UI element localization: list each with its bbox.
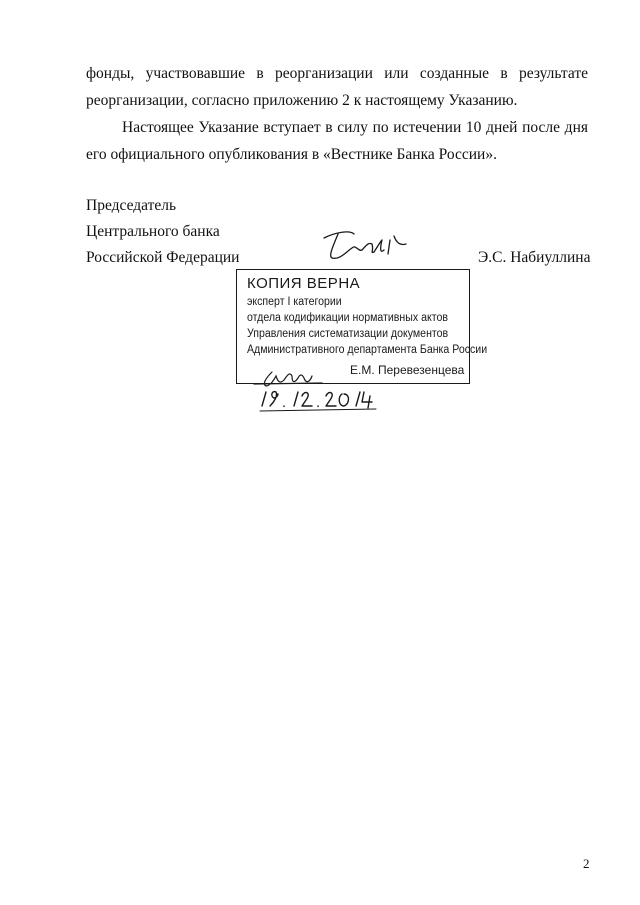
signatory-title-line-2: Центрального банка xyxy=(86,223,220,240)
signatory-title-line-1: Председатель xyxy=(86,197,177,214)
signatory-title-line-3: Российской Федерации xyxy=(86,249,240,266)
stamp-line: отдела кодификации нормативных актов xyxy=(247,312,448,324)
page-number: 2 xyxy=(583,856,590,871)
stamp-line: эксперт I категории xyxy=(247,296,342,308)
stamp-line: Управления систематизации документов xyxy=(247,328,449,340)
paragraph-1: фонды, участвовавшие в реорганизации или созданные в результате реорганизации, согласно приложению 2 к настоящему Указанию. xyxy=(86,65,588,109)
signatory-name: Э.С. Набиуллина xyxy=(478,249,591,266)
stamp-heading: КОПИЯ ВЕРНА xyxy=(247,275,361,292)
handwritten-signature xyxy=(316,228,416,268)
stamp-line: Административного департамента Банка России xyxy=(247,344,488,356)
paragraph-2: Настоящее Указание вступает в силу по истечении 10 дней после дня его официального опубликования в «Вестнике Банка России». xyxy=(86,119,588,163)
handwritten-initials xyxy=(252,366,332,390)
handwritten-date xyxy=(258,388,378,414)
stamp-person-name: Е.М. Перевезенцева xyxy=(350,363,465,377)
